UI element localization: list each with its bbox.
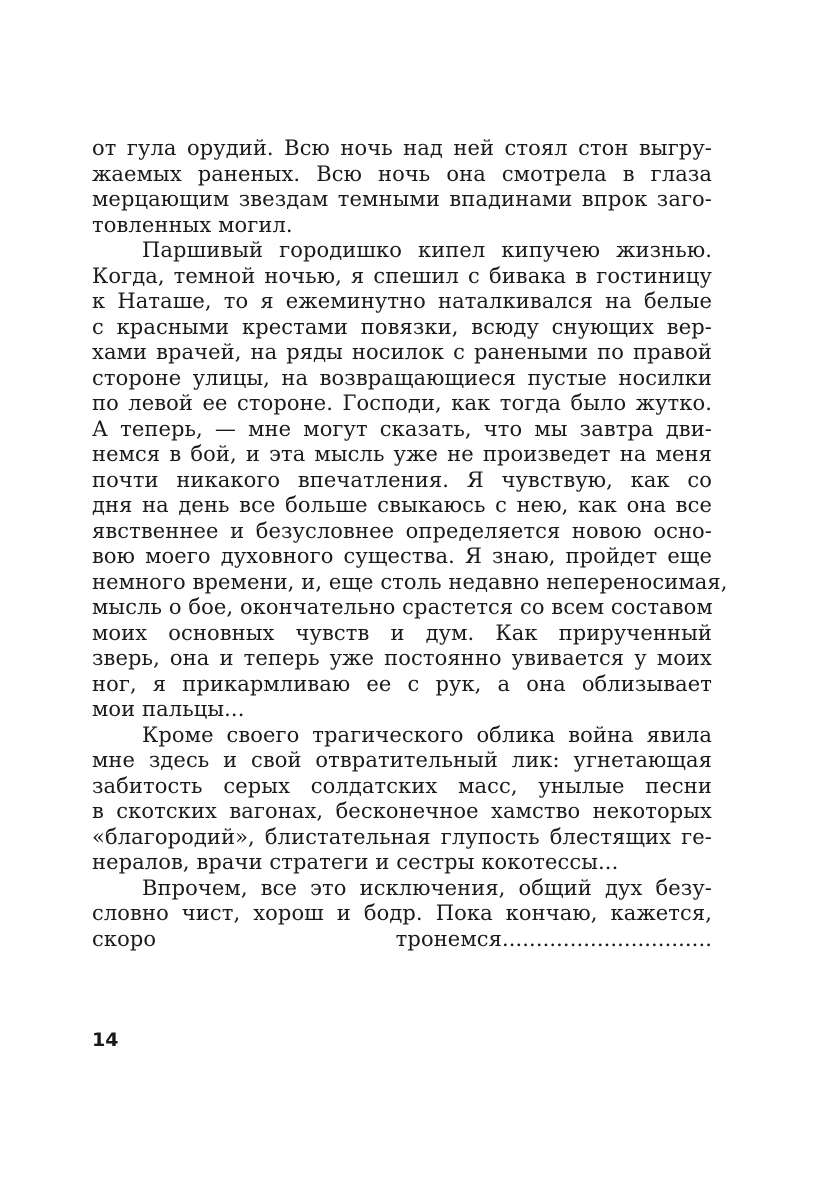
paragraph-start-line: Впрочем, все это исключения, общий дух безу-: [142, 875, 712, 900]
text-line: словно чист, хорош и бодр. Пока кончаю, кажется,: [92, 901, 712, 925]
text-line: стороне улицы, на возвращающиеся пустые носилки: [92, 365, 712, 390]
text-line: почти никакого впечатления. Я чувствую, как со: [92, 467, 712, 492]
text-line: А теперь, — мне могут сказать, что мы завтра дви-: [92, 416, 712, 441]
text-line: «благородий», блистательная глупость блестящих ге-: [92, 824, 712, 849]
text-line: мерцающим звездам темными впадинами впрок заго-: [92, 187, 712, 211]
text-line: мне здесь и свой отвратительный лик: угнетающая: [92, 748, 712, 772]
text-line: ног, я прикармливаю ее с рук, а она облизывает: [92, 671, 712, 696]
text-line: зверь, она и теперь уже постоянно увивается у моих: [92, 646, 712, 670]
text-line: дня на день все больше свыкаюсь с нею, как она все: [92, 493, 712, 517]
text-line: нералов, врачи стратеги и сестры кокотессы...: [92, 850, 619, 874]
paragraph-start-line: Кроме своего трагического облика война явила: [142, 722, 712, 747]
text-line: мои пальцы...: [92, 697, 245, 721]
text-line: хами врачей, на ряды носилок с ранеными по правой: [92, 340, 712, 364]
text-line: моих основных чувств и дум. Как прирученный: [92, 620, 712, 645]
text-line: по левой ее стороне. Господи, как тогда было жутко.: [92, 391, 712, 415]
text-line: немся в бой, и эта мысль уже не произведет на меня: [92, 442, 712, 466]
text-line: в скотских вагонах, бесконечное хамство некоторых: [92, 799, 712, 823]
page-number: 14: [92, 1029, 119, 1051]
text-line: жаемых раненых. Всю ночь она смотрела в глаза: [92, 161, 712, 186]
body-text: [92, 136, 728, 952]
text-line: с красными крестами повязки, всюду снующих вер-: [92, 314, 712, 339]
text-line: от гула орудий. Всю ночь над ней стоял стон выгру-: [92, 136, 712, 160]
text-line: немного времени, и, еще столь недавно непереносимая,: [92, 569, 728, 594]
text-line: забитость серых солдатских масс, унылые песни: [92, 773, 712, 798]
text-line: мысль о бое, окончательно срастется со всем составом: [92, 595, 713, 619]
text-line: к Наташе, то я ежеминутно наталкивался на белые: [92, 289, 712, 313]
text-line: явственнее и безусловнее определяется новою осно-: [92, 518, 712, 543]
text-line: товленных могил.: [92, 212, 293, 237]
text-line: вою моего духовного существа. Я знаю, пройдет еще: [92, 544, 712, 568]
text-line: Когда, темной ночью, я спешил с бивака в гостиницу: [92, 263, 712, 288]
text-line: скоро тронемся...............................: [92, 926, 712, 951]
paragraph-start-line: Паршивый городишко кипел кипучею жизнью.: [142, 238, 712, 262]
